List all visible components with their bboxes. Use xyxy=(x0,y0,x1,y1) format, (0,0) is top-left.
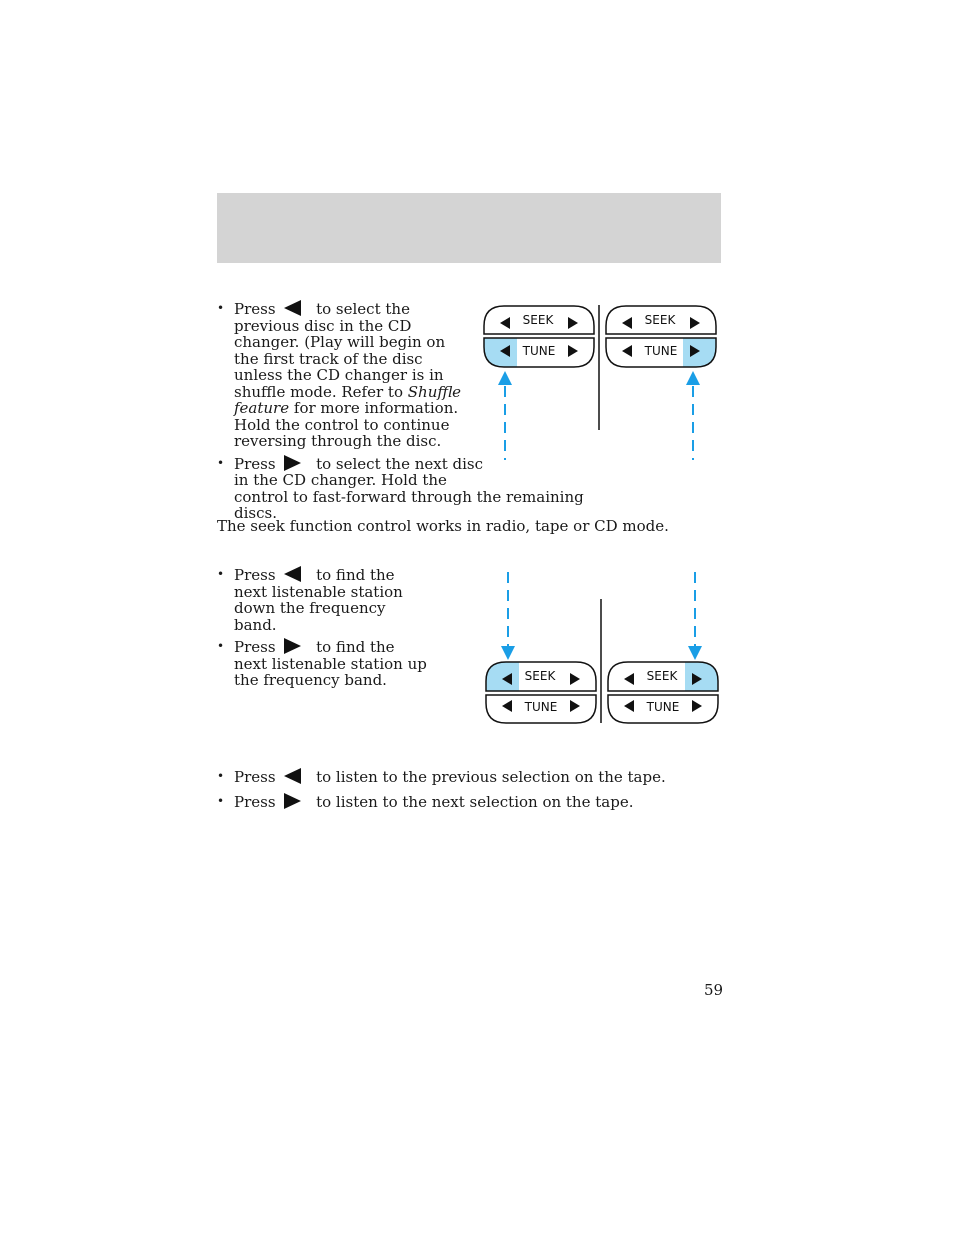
shuffle-feature-reference: Shuffle feature xyxy=(234,382,462,417)
seek-intro-paragraph: The seek function control works in radio, tape or CD mode. xyxy=(217,517,669,535)
dashed-down-arrow-right xyxy=(688,572,702,660)
left-triangle-icon xyxy=(284,300,301,316)
right-triangle-icon xyxy=(284,793,301,809)
tune-label: TUNE xyxy=(522,344,556,358)
seek-left-arrow-icon xyxy=(624,673,634,685)
left-triangle-icon xyxy=(284,566,301,582)
radio-seek-diagram xyxy=(470,566,730,731)
left-control-pod xyxy=(486,662,596,723)
seek-label: SEEK xyxy=(522,313,554,327)
tune-right-arrow-icon xyxy=(568,345,578,357)
seek-up-item: • Press to find the next listenable station up the frequency band. xyxy=(217,638,427,689)
cd-tune-diagram xyxy=(470,300,730,470)
left-control-pod xyxy=(484,306,594,367)
seek-label: SEEK xyxy=(646,669,678,683)
dashed-up-arrow-left xyxy=(498,371,512,460)
header-band xyxy=(217,193,721,263)
right-control-pod xyxy=(606,306,716,367)
right-control-pod xyxy=(608,662,718,723)
cd-previous-disc-item: • Press to select the previous disc in the CD changer. (Play will begin on the first track of the disc unless the CD changer is in shuffle mode. Refer to Shuffle feature for more information. Hold the control to continue reversing through the disc. xyxy=(217,300,467,450)
seek-label: SEEK xyxy=(524,669,556,683)
tape-previous-item: • Press to listen to the previous selection on the tape. xyxy=(217,768,717,786)
tune-left-arrow-icon xyxy=(622,345,632,357)
radio-bullet-list xyxy=(217,566,427,694)
tune-label: TUNE xyxy=(524,700,558,714)
page-number: 59 xyxy=(704,981,724,999)
right-triangle-icon xyxy=(284,455,301,471)
seek-label: SEEK xyxy=(644,313,676,327)
dashed-down-arrow-left xyxy=(501,572,515,660)
seek-down-item: • Press to find the next listenable station down the frequency band. xyxy=(217,566,427,633)
left-triangle-icon xyxy=(284,768,301,784)
tune-label: TUNE xyxy=(646,700,680,714)
tape-next-item: • Press to listen to the next selection on the tape. xyxy=(217,793,717,811)
seek-right-arrow-icon xyxy=(570,673,580,685)
tune-label: TUNE xyxy=(644,344,678,358)
tape-bullet-list xyxy=(217,768,717,815)
cd-next-disc-item: • Press to select the next disc in the CD changer. Hold the control to fast-forward through the remaining discs. xyxy=(217,455,614,522)
dashed-up-arrow-right xyxy=(686,371,700,460)
right-triangle-icon xyxy=(284,638,301,654)
